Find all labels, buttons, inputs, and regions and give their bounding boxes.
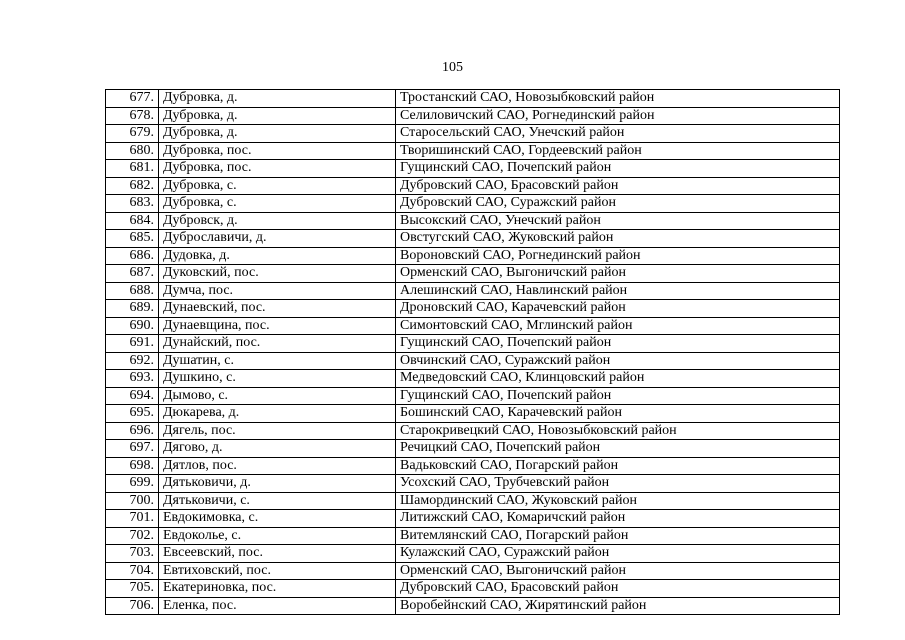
settlement-name-cell: Дунаевский, пос. xyxy=(159,300,396,318)
settlement-table-body xyxy=(106,90,840,615)
administrative-unit-cell: Овстугский САО, Жуковский район xyxy=(396,230,840,248)
table-row xyxy=(106,492,840,510)
table-row xyxy=(106,422,840,440)
row-number-cell: 695. xyxy=(106,405,159,423)
settlement-name-cell: Дубровка, с. xyxy=(159,195,396,213)
settlement-name-cell: Дятьковичи, с. xyxy=(159,492,396,510)
row-number-cell: 702. xyxy=(106,527,159,545)
row-number-cell: 685. xyxy=(106,230,159,248)
settlement-name-cell: Дубровск, д. xyxy=(159,212,396,230)
settlement-name-cell: Дягово, д. xyxy=(159,440,396,458)
administrative-unit-cell: Воробейнский САО, Жирятинский район xyxy=(396,597,840,615)
row-number-cell: 677. xyxy=(106,90,159,108)
settlement-name-cell: Думча, пос. xyxy=(159,282,396,300)
administrative-unit-cell: Гущинский САО, Почепский район xyxy=(396,160,840,178)
table-row xyxy=(106,142,840,160)
row-number-cell: 705. xyxy=(106,580,159,598)
row-number-cell: 684. xyxy=(106,212,159,230)
administrative-unit-cell: Творишинский САО, Гордеевский район xyxy=(396,142,840,160)
row-number-cell: 687. xyxy=(106,265,159,283)
table-row xyxy=(106,300,840,318)
table-row xyxy=(106,387,840,405)
administrative-unit-cell: Бошинский САО, Карачевский район xyxy=(396,405,840,423)
administrative-unit-cell: Вороновский САО, Рогнединский район xyxy=(396,247,840,265)
table-row xyxy=(106,405,840,423)
table-row xyxy=(106,107,840,125)
administrative-unit-cell: Орменский САО, Выгоничский район xyxy=(396,265,840,283)
table-row xyxy=(106,90,840,108)
settlement-name-cell: Дунаевщина, пос. xyxy=(159,317,396,335)
table-row xyxy=(106,317,840,335)
row-number-cell: 683. xyxy=(106,195,159,213)
settlement-name-cell: Дятьковичи, д. xyxy=(159,475,396,493)
administrative-unit-cell: Шамординский САО, Жуковский район xyxy=(396,492,840,510)
administrative-unit-cell: Усохский САО, Трубчевский район xyxy=(396,475,840,493)
row-number-cell: 693. xyxy=(106,370,159,388)
settlement-name-cell: Дубровка, пос. xyxy=(159,160,396,178)
administrative-unit-cell: Витемлянский САО, Погарский район xyxy=(396,527,840,545)
row-number-cell: 692. xyxy=(106,352,159,370)
table-row xyxy=(106,247,840,265)
page-number: 105 xyxy=(442,60,463,75)
row-number-cell: 694. xyxy=(106,387,159,405)
row-number-cell: 703. xyxy=(106,545,159,563)
settlement-name-cell: Дубровка, д. xyxy=(159,90,396,108)
settlement-name-cell: Дудовка, д. xyxy=(159,247,396,265)
administrative-unit-cell: Старосельский САО, Унечский район xyxy=(396,125,840,143)
table-row xyxy=(106,370,840,388)
administrative-unit-cell: Вадьковский САО, Погарский район xyxy=(396,457,840,475)
table-row xyxy=(106,580,840,598)
settlement-name-cell: Дюкарева, д. xyxy=(159,405,396,423)
administrative-unit-cell: Старокривецкий САО, Новозыбковский район xyxy=(396,422,840,440)
table-row xyxy=(106,440,840,458)
table-row xyxy=(106,335,840,353)
administrative-unit-cell: Литижский САО, Комаричский район xyxy=(396,510,840,528)
settlement-name-cell: Дуброславичи, д. xyxy=(159,230,396,248)
row-number-cell: 682. xyxy=(106,177,159,195)
table-row xyxy=(106,177,840,195)
row-number-cell: 698. xyxy=(106,457,159,475)
settlement-name-cell: Дягель, пос. xyxy=(159,422,396,440)
row-number-cell: 680. xyxy=(106,142,159,160)
row-number-cell: 690. xyxy=(106,317,159,335)
settlement-name-cell: Дубровка, д. xyxy=(159,125,396,143)
settlement-name-cell: Дубровка, пос. xyxy=(159,142,396,160)
row-number-cell: 679. xyxy=(106,125,159,143)
row-number-cell: 689. xyxy=(106,300,159,318)
row-number-cell: 686. xyxy=(106,247,159,265)
row-number-cell: 681. xyxy=(106,160,159,178)
table-row xyxy=(106,527,840,545)
row-number-cell: 691. xyxy=(106,335,159,353)
table-row xyxy=(106,352,840,370)
table-row xyxy=(106,282,840,300)
administrative-unit-cell: Гущинский САО, Почепский район xyxy=(396,335,840,353)
table-row xyxy=(106,562,840,580)
table-row xyxy=(106,597,840,615)
administrative-unit-cell: Овчинский САО, Суражский район xyxy=(396,352,840,370)
settlement-name-cell: Дубровка, д. xyxy=(159,107,396,125)
administrative-unit-cell: Дубровский САО, Суражский район xyxy=(396,195,840,213)
administrative-unit-cell: Дубровский САО, Брасовский район xyxy=(396,580,840,598)
row-number-cell: 678. xyxy=(106,107,159,125)
settlement-name-cell: Евдоколье, с. xyxy=(159,527,396,545)
administrative-unit-cell: Селиловичский САО, Рогнединский район xyxy=(396,107,840,125)
settlement-name-cell: Душкино, с. xyxy=(159,370,396,388)
settlement-table xyxy=(105,89,840,615)
table-row xyxy=(106,265,840,283)
settlement-name-cell: Дуковский, пос. xyxy=(159,265,396,283)
table-row xyxy=(106,195,840,213)
administrative-unit-cell: Кулажский САО, Суражский район xyxy=(396,545,840,563)
row-number-cell: 704. xyxy=(106,562,159,580)
row-number-cell: 688. xyxy=(106,282,159,300)
settlement-name-cell: Евтиховский, пос. xyxy=(159,562,396,580)
administrative-unit-cell: Алешинский САО, Навлинский район xyxy=(396,282,840,300)
settlement-name-cell: Екатериновка, пос. xyxy=(159,580,396,598)
administrative-unit-cell: Дроновский САО, Карачевский район xyxy=(396,300,840,318)
table-row xyxy=(106,457,840,475)
table-row xyxy=(106,160,840,178)
settlement-name-cell: Дунайский, пос. xyxy=(159,335,396,353)
settlement-name-cell: Дятлов, пос. xyxy=(159,457,396,475)
administrative-unit-cell: Симонтовский САО, Мглинский район xyxy=(396,317,840,335)
row-number-cell: 706. xyxy=(106,597,159,615)
administrative-unit-cell: Дубровский САО, Брасовский район xyxy=(396,177,840,195)
administrative-unit-cell: Гущинский САО, Почепский район xyxy=(396,387,840,405)
row-number-cell: 701. xyxy=(106,510,159,528)
row-number-cell: 696. xyxy=(106,422,159,440)
administrative-unit-cell: Орменский САО, Выгоничский район xyxy=(396,562,840,580)
settlement-name-cell: Дымово, с. xyxy=(159,387,396,405)
settlement-name-cell: Еленка, пос. xyxy=(159,597,396,615)
administrative-unit-cell: Тростанский САО, Новозыбковский район xyxy=(396,90,840,108)
table-row xyxy=(106,230,840,248)
table-row xyxy=(106,510,840,528)
row-number-cell: 697. xyxy=(106,440,159,458)
administrative-unit-cell: Медведовский САО, Клинцовский район xyxy=(396,370,840,388)
table-row xyxy=(106,212,840,230)
table-row xyxy=(106,545,840,563)
row-number-cell: 700. xyxy=(106,492,159,510)
administrative-unit-cell: Высокский САО, Унечский район xyxy=(396,212,840,230)
settlement-name-cell: Евсеевский, пос. xyxy=(159,545,396,563)
settlement-name-cell: Душатин, с. xyxy=(159,352,396,370)
table-row xyxy=(106,475,840,493)
row-number-cell: 699. xyxy=(106,475,159,493)
settlement-name-cell: Дубровка, с. xyxy=(159,177,396,195)
table-row xyxy=(106,125,840,143)
administrative-unit-cell: Речицкий САО, Почепский район xyxy=(396,440,840,458)
settlement-name-cell: Евдокимовка, с. xyxy=(159,510,396,528)
